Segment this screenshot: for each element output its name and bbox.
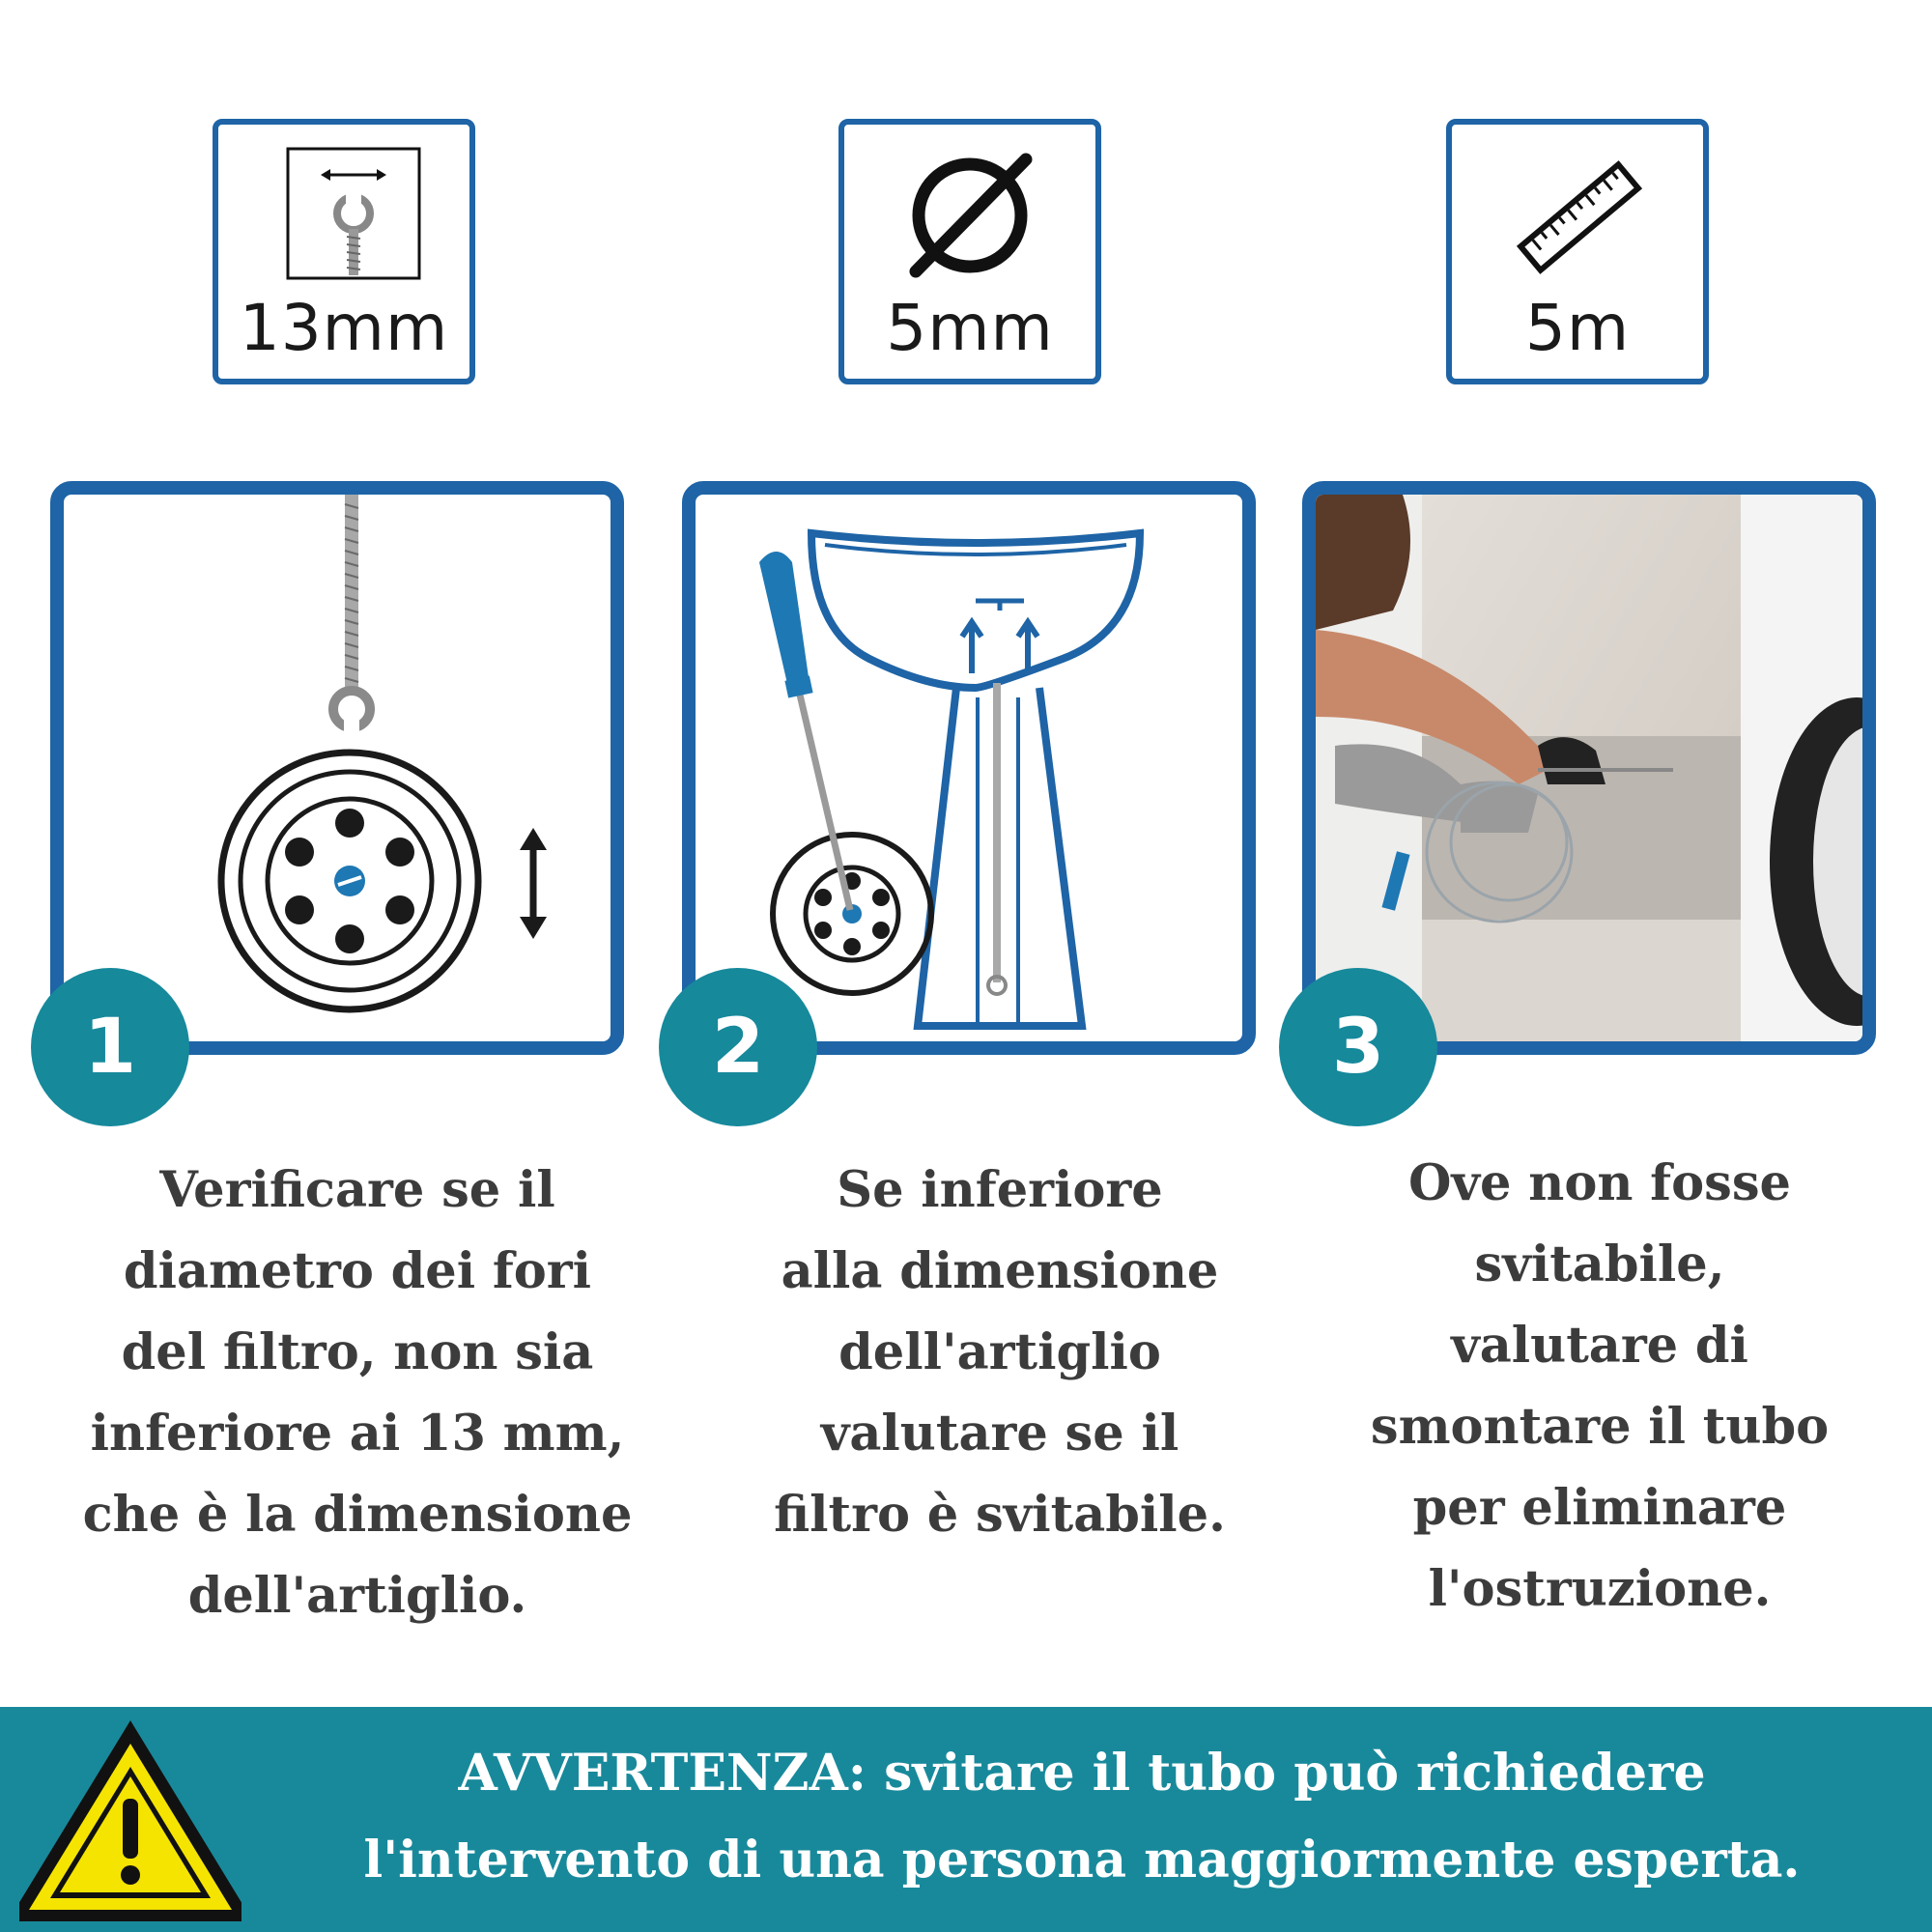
- warning-line: AVVERTENZA: svitare il tubo può richiedere: [458, 1744, 1706, 1803]
- warning-triangle-icon: [19, 1707, 242, 1932]
- step-text-line: Verificare se il: [159, 1161, 555, 1219]
- spec-claw-size: [213, 119, 475, 384]
- panel-step-1: [50, 481, 624, 1055]
- step-3-text: [1291, 1143, 1909, 1630]
- step-text-line: valutare se il: [820, 1405, 1179, 1463]
- step-text-line: smontare il tubo: [1370, 1398, 1830, 1456]
- drain-claw-illustration: [64, 495, 611, 1041]
- step-text-line: l'ostruzione.: [1428, 1560, 1772, 1618]
- step-text-line: filtro è svitabile.: [774, 1486, 1226, 1544]
- step-text-line: dell'artiglio: [838, 1323, 1161, 1381]
- step-badge-3: 3: [1279, 968, 1437, 1126]
- panel-step-2: [682, 481, 1256, 1055]
- panel-step-3: [1302, 481, 1876, 1055]
- step-text-line: per eliminare: [1412, 1479, 1787, 1537]
- step-text-line: dell'artiglio.: [187, 1567, 527, 1625]
- spec-cable-diameter: [838, 119, 1101, 384]
- spec-label: 5mm: [886, 291, 1054, 365]
- step-text-line: valutare di: [1451, 1317, 1748, 1375]
- step-text-line: Ove non fosse: [1407, 1154, 1792, 1212]
- step-1-text: [48, 1150, 667, 1636]
- step-text-line: del filtro, non sia: [121, 1323, 594, 1381]
- step-text-line: diametro dei fori: [123, 1242, 592, 1300]
- plumber-photo: [1316, 495, 1862, 1041]
- spec-cable-length: [1446, 119, 1709, 384]
- step-badge-2: 2: [659, 968, 817, 1126]
- step-text-line: che è la dimensione: [82, 1486, 633, 1544]
- step-text-line: inferiore ai 13 mm,: [90, 1405, 625, 1463]
- step-2-text: [691, 1150, 1309, 1555]
- warning-line: l'intervento di una persona maggiormente esperta.: [363, 1831, 1801, 1889]
- spec-label: 13mm: [239, 291, 449, 365]
- washbasin-illustration: [696, 495, 1242, 1041]
- step-text-line: svitabile,: [1474, 1236, 1725, 1293]
- step-badge-1: 1: [31, 968, 189, 1126]
- step-text-line: alla dimensione: [781, 1242, 1219, 1300]
- step-text-line: Se inferiore: [837, 1161, 1163, 1219]
- warning-text: [242, 1707, 1922, 1904]
- spec-label: 5m: [1524, 291, 1631, 365]
